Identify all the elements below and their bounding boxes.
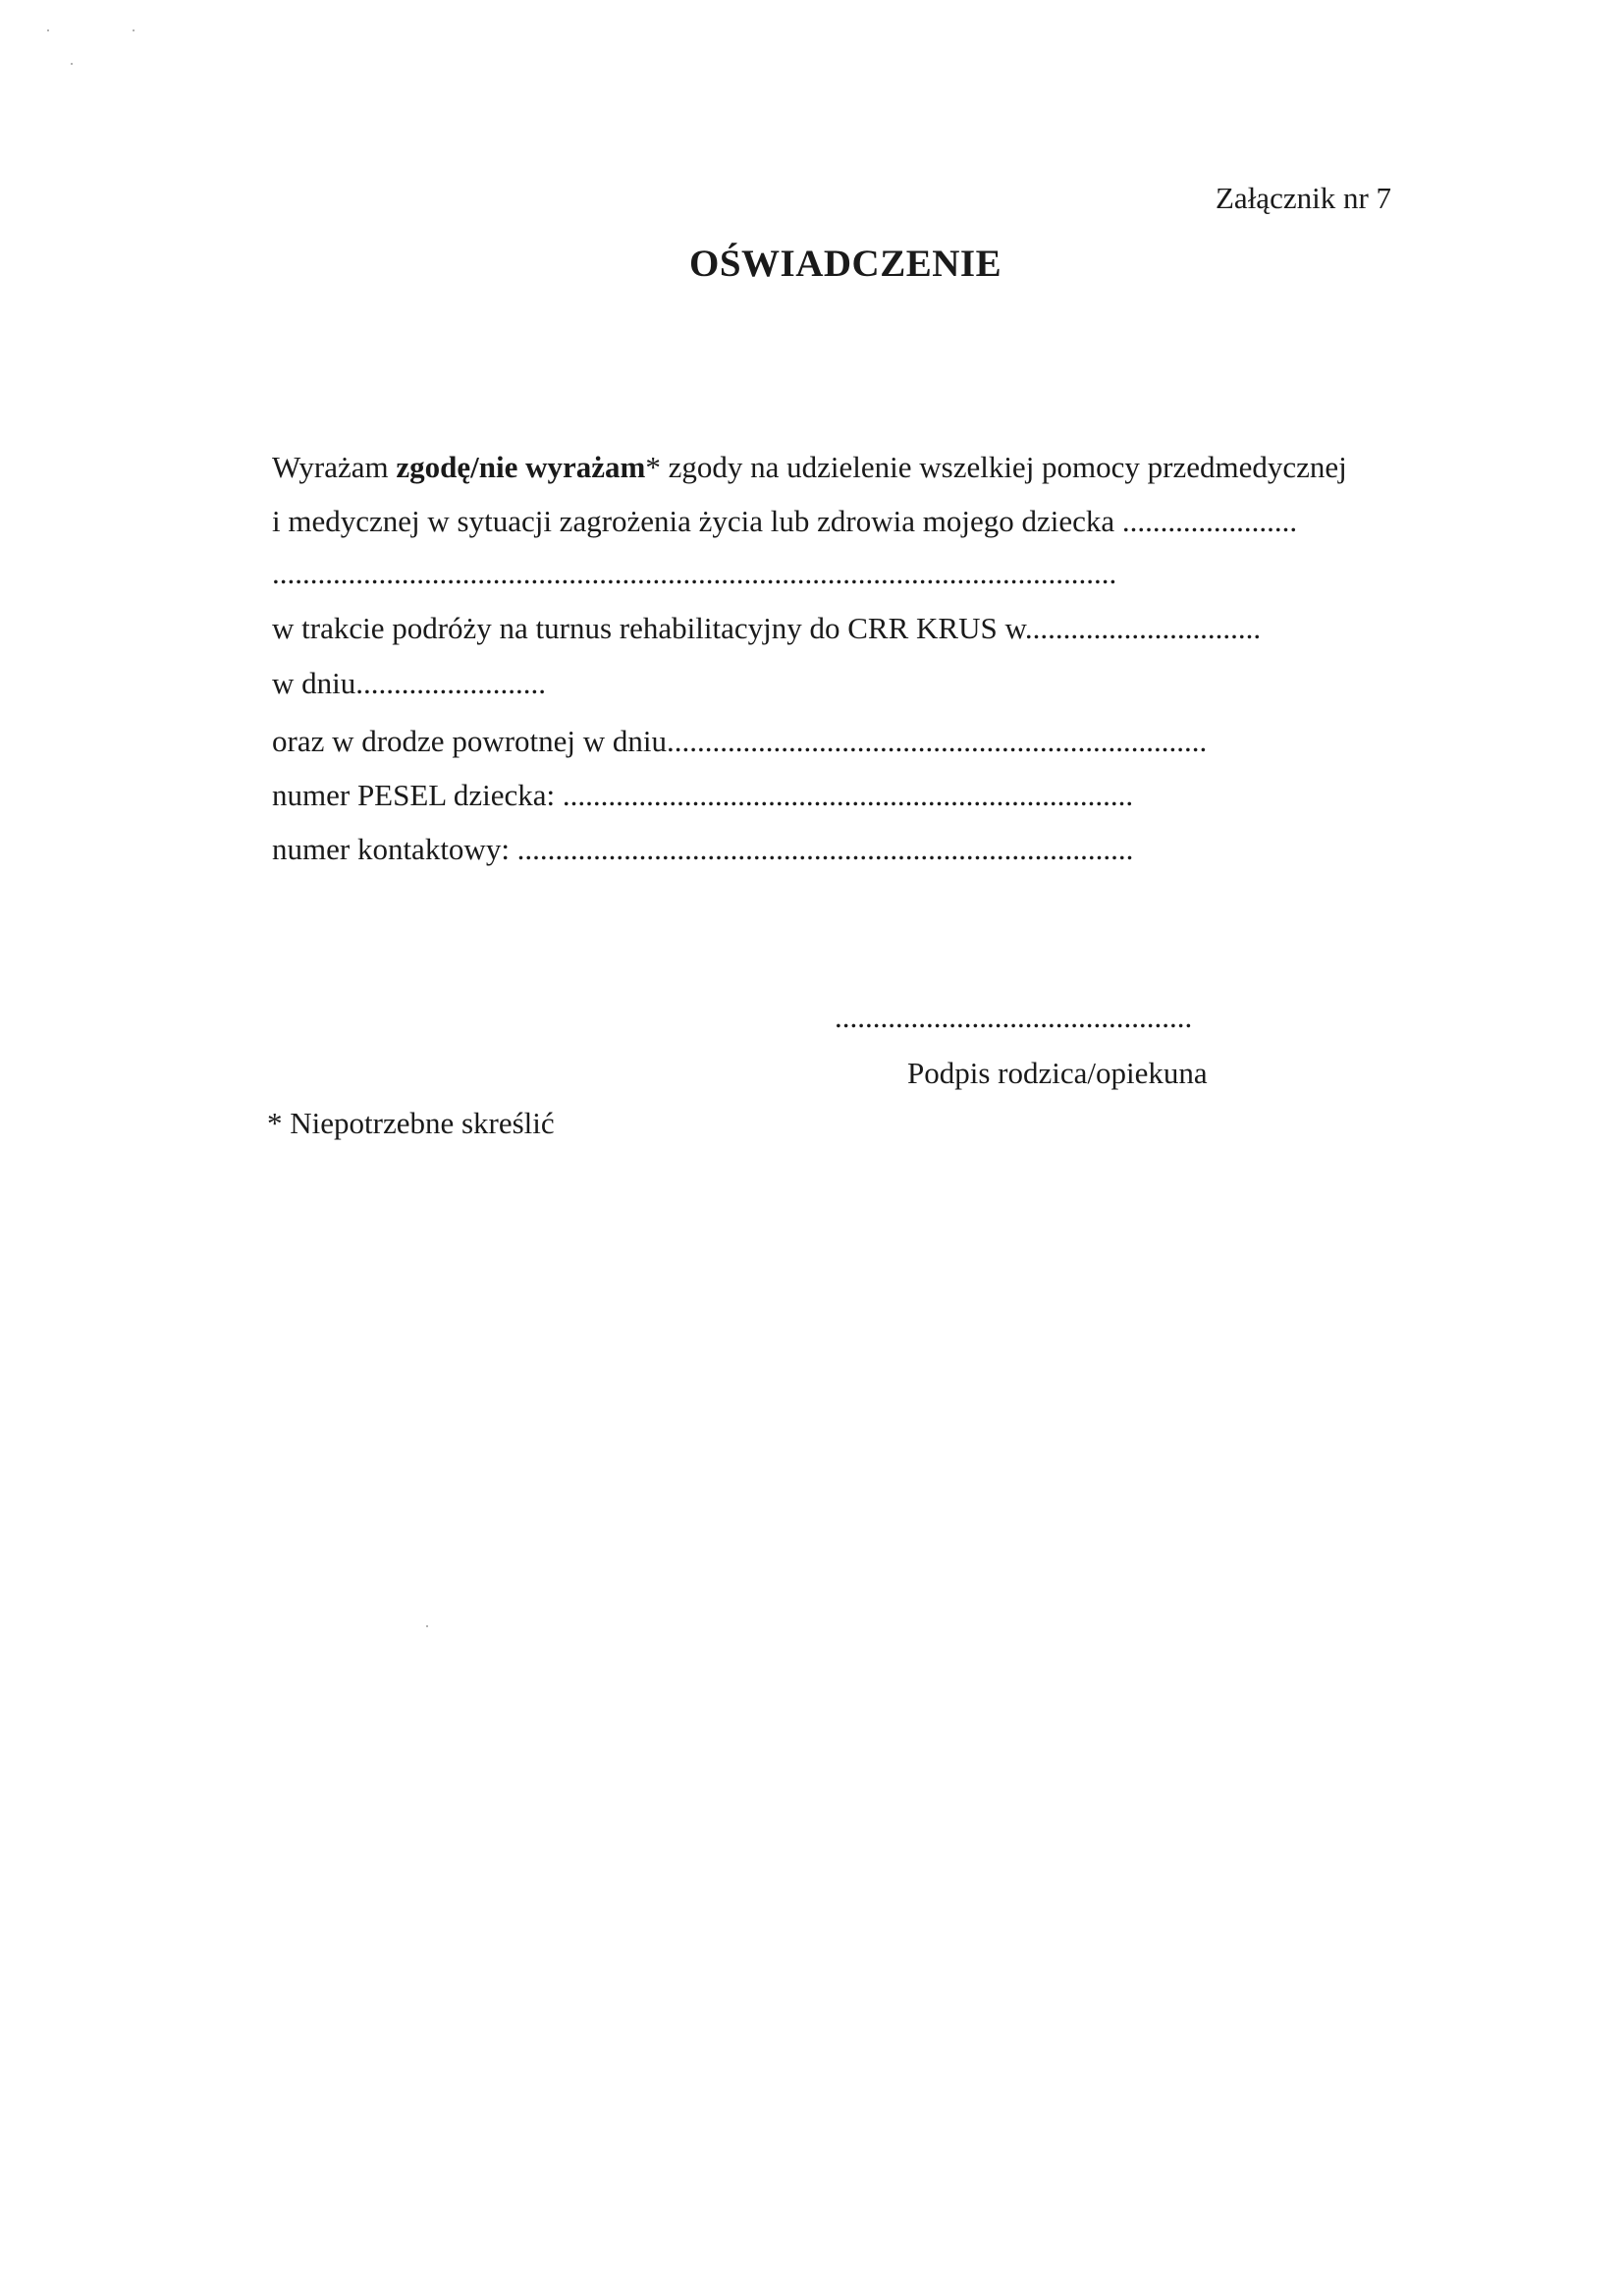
- consent-choice: zgodę/nie wyrażam: [396, 450, 646, 484]
- consent-suffix: * zgody na udzielenie wszelkiej pomocy przedmedycznej: [645, 450, 1347, 484]
- consent-prefix: Wyrażam: [272, 450, 397, 484]
- annex-label: Załącznik nr 7: [1216, 181, 1392, 215]
- consent-line-1: [272, 450, 1347, 485]
- signature-label: Podpis rodzica/opiekuna: [907, 1056, 1208, 1090]
- travel-location-field[interactable]: w trakcie podróży na turnus rehabilitacyjny do CRR KRUS w...............................: [272, 611, 1262, 645]
- signature-line[interactable]: ...............................................: [835, 1000, 1193, 1034]
- child-name-field[interactable]: ...............................................................................................................: [272, 556, 1117, 590]
- contact-number-field[interactable]: numer kontaktowy: .................................................................................: [272, 832, 1134, 866]
- return-date-field[interactable]: oraz w drodze powrotnej w dniu.......................................................................: [272, 724, 1208, 758]
- scan-speck: [133, 29, 135, 31]
- scan-speck: [47, 29, 49, 31]
- document-title: OŚWIADCZENIE: [689, 243, 1002, 285]
- footnote: * Niepotrzebne skreślić: [267, 1106, 555, 1140]
- scan-speck: [426, 1625, 428, 1627]
- pesel-field[interactable]: numer PESEL dziecka: ...........................................................................: [272, 778, 1134, 812]
- travel-date-field[interactable]: w dniu.........................: [272, 666, 546, 700]
- consent-line-2: i medycznej w sytuacji zagrożenia życia lub zdrowia mojego dziecka .......................: [272, 504, 1298, 538]
- scan-speck: [71, 63, 73, 65]
